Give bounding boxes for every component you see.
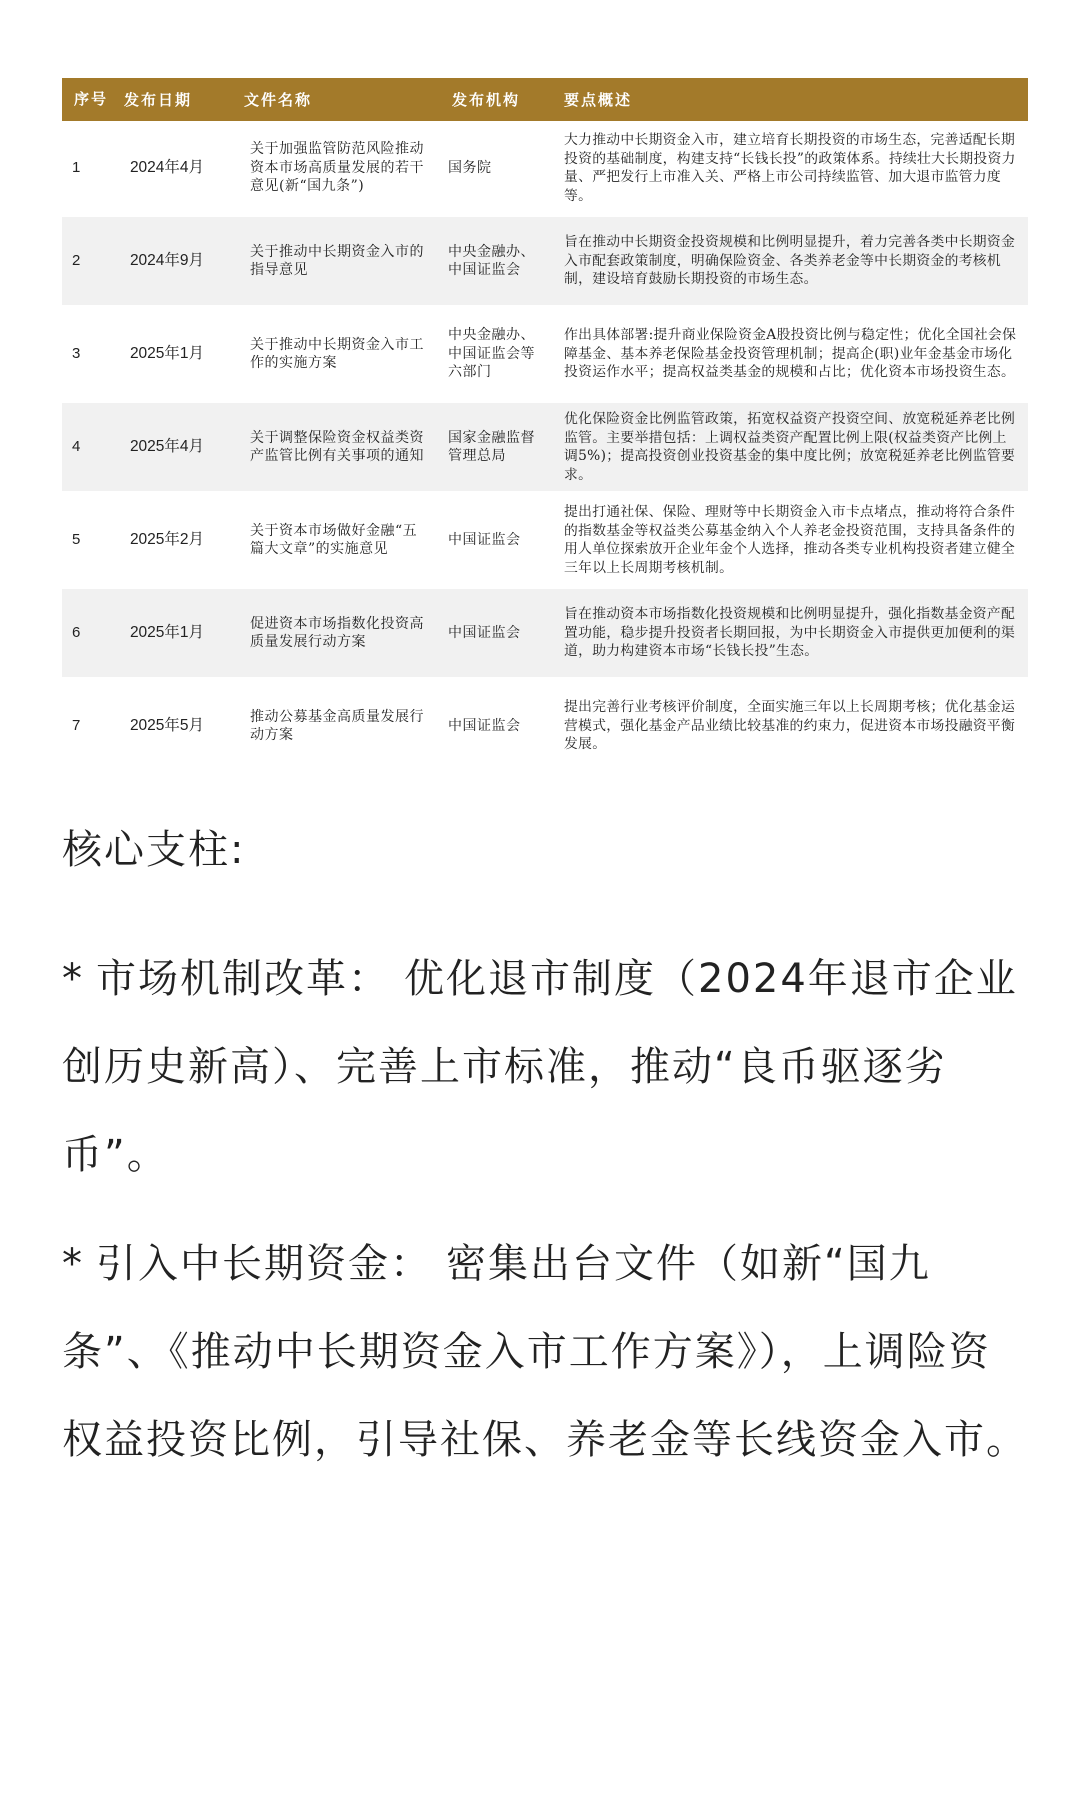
cell-summary: 提出打通社保、保险、理财等中长期资金入市卡点堵点，推动将符合条件的指数基金等权益类公募基金纳入个人养老金投资范围，支持具备条件的用人单位探索放开企业年金个人选择，推动各类专业机构投资者建立健全三年以上长周期考核机制。 (550, 496, 1028, 589)
pillar-paragraph (62, 935, 1028, 1199)
header-name: 文件名称 (230, 78, 438, 124)
section-title: 核心支柱: (62, 827, 246, 873)
cell-summary: 提出完善行业考核评价制度，全面实施三年以上长周期考核；优化基金运营模式，强化基金产品业绩比较基准的约束力，促进资本市场投融资平衡发展。 (550, 682, 1028, 775)
cell-org: 中央金融办、中国证监会 (438, 217, 550, 310)
policy-table (62, 78, 1028, 775)
cell-org: 国务院 (438, 124, 550, 217)
cell-no: 3 (62, 310, 110, 403)
cell-summary: 作出具体部署:提升商业保险资金A股投资比例与稳定性；优化全国社会保障基金、基本养老保险基金投资管理机制；提高企(职)业年金基金市场化投资运作水平；提高权益类基金的规模和占比；优化资本市场投资生态。 (550, 310, 1028, 403)
cell-date: 2025年1月 (110, 310, 230, 403)
cell-name: 关于推动中长期资金入市的指导意见 (230, 217, 438, 310)
header-org: 发布机构 (438, 78, 550, 124)
table-header (62, 78, 1028, 124)
cell-org: 中国证监会 (438, 589, 550, 682)
cell-name: 促进资本市场指数化投资高质量发展行动方案 (230, 589, 438, 682)
bullet-marker: * (62, 1241, 84, 1287)
table-row (62, 682, 1028, 775)
cell-org: 中国证监会 (438, 682, 550, 775)
pillar-label: 引入中长期资金： (96, 1241, 432, 1287)
policy-table-container (62, 78, 1028, 775)
cell-summary: 大力推动中长期资金入市，建立培育长期投资的市场生态，完善适配长期投资的基础制度，构建支持“长钱长投”的政策体系。持续壮大长期投资力量、严把发行上市准入关、严格上市公司持续监管、加大退市监管力度等。 (550, 124, 1028, 217)
cell-date: 2025年5月 (110, 682, 230, 775)
cell-summary: 优化保险资金比例监管政策，拓宽权益资产投资空间、放宽税延养老比例监管。主要举措包括：上调权益类资产配置比例上限(权益类资产比例上调5%)；提高投资创业投资基金的集中度比例；放宽税延养老比例监管要求。 (550, 403, 1028, 496)
cell-name: 关于资本市场做好金融“五篇大文章”的实施意见 (230, 496, 438, 589)
bullet-marker: * (62, 956, 84, 1002)
pillar-paragraph (62, 1220, 1028, 1484)
pillar-text: 优化退市制度（2024年退市企业创历史新高）、完善上市标准，推动“良币驱逐劣币”。 (62, 956, 1018, 1178)
header-no: 序号 (62, 78, 110, 124)
table-header-row (62, 78, 1028, 124)
table-body (62, 124, 1028, 775)
cell-date: 2024年9月 (110, 217, 230, 310)
cell-date: 2024年4月 (110, 124, 230, 217)
cell-no: 4 (62, 403, 110, 496)
cell-summary: 旨在推动资本市场指数化投资规模和比例明显提升，强化指数基金资产配置功能，稳步提升投资者长期回报，为中长期资金入市提供更加便利的渠道，助力构建资本市场“长钱长投”生态。 (550, 589, 1028, 682)
cell-summary: 旨在推动中长期资金投资规模和比例明显提升，着力完善各类中长期资金入市配套政策制度，明确保险资金、各类养老金等中长期资金的考核机制，建设培育鼓励长期投资的市场生态。 (550, 217, 1028, 310)
cell-date: 2025年4月 (110, 403, 230, 496)
cell-org: 中国证监会 (438, 496, 550, 589)
cell-no: 7 (62, 682, 110, 775)
table-row (62, 310, 1028, 403)
cell-name: 关于调整保险资金权益类资产监管比例有关事项的通知 (230, 403, 438, 496)
table-row (62, 589, 1028, 682)
cell-no: 1 (62, 124, 110, 217)
table-row (62, 124, 1028, 217)
table-row (62, 217, 1028, 310)
cell-date: 2025年1月 (110, 589, 230, 682)
cell-date: 2025年2月 (110, 496, 230, 589)
header-summary: 要点概述 (550, 78, 1028, 124)
cell-org: 国家金融监督管理总局 (438, 403, 550, 496)
pillar-label: 市场机制改革： (96, 956, 390, 1002)
cell-no: 5 (62, 496, 110, 589)
pillar-text: 密集出台文件（如新“国九条”、《推动中长期资金入市工作方案》），上调险资权益投资比例，引导社保、养老金等长线资金入市。 (62, 1241, 1028, 1463)
header-date: 发布日期 (110, 78, 230, 124)
table-row (62, 403, 1028, 496)
cell-name: 推动公募基金高质量发展行动方案 (230, 682, 438, 775)
cell-no: 2 (62, 217, 110, 310)
cell-name: 关于推动中长期资金入市工作的实施方案 (230, 310, 438, 403)
cell-org: 中央金融办、中国证监会等六部门 (438, 310, 550, 403)
table-row (62, 496, 1028, 589)
cell-name: 关于加强监管防范风险推动资本市场高质量发展的若干意见(新“国九条”) (230, 124, 438, 217)
cell-no: 6 (62, 589, 110, 682)
